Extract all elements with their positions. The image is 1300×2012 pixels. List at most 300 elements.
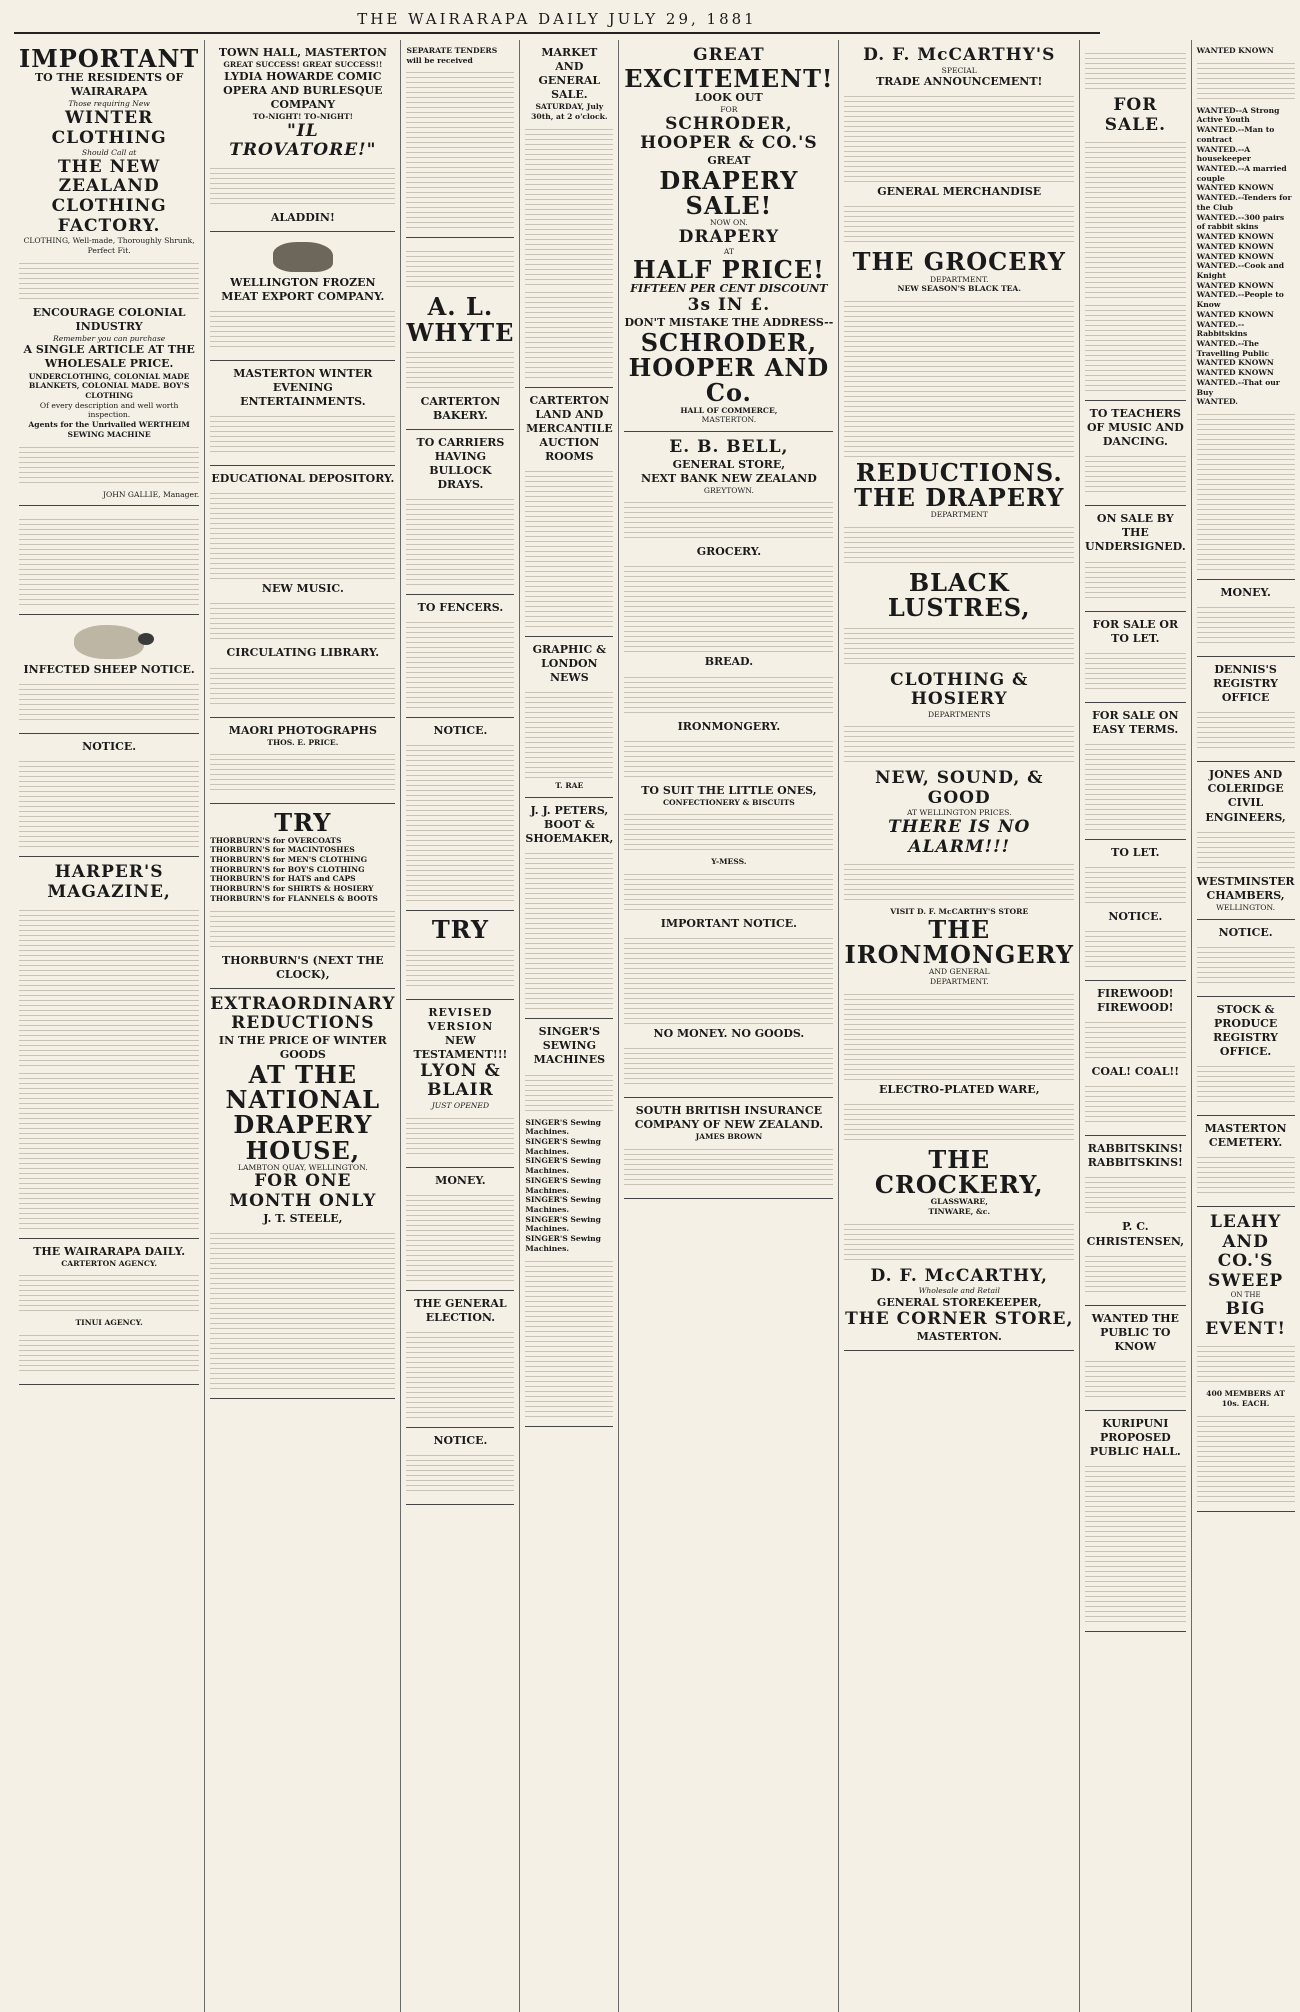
stock-produce-body <box>1197 1062 1295 1106</box>
money-col8-ad <box>1197 580 1295 657</box>
masthead-date: JULY 29, 1881 <box>608 10 757 28</box>
rabbitskins-body <box>1085 1173 1186 1217</box>
merchandise-body <box>844 202 1074 246</box>
clothing-body <box>844 722 1074 766</box>
wanted-item: WANTED.--A housekeeper <box>1196 144 1251 164</box>
notice-heading: NOTICE. <box>82 740 137 754</box>
dont-mistake: DON'T MISTAKE THE ADDRESS-- <box>624 315 834 329</box>
harpers-body <box>19 906 199 1066</box>
wanted-ads <box>1197 40 1295 580</box>
extraordinary-reductions: EXTRAORDINARY REDUCTIONS <box>210 993 396 1034</box>
to-let-ad <box>1085 840 1186 981</box>
civil-engineers: CIVIL ENGINEERS, <box>1205 796 1286 824</box>
kuripuni-hall-ad <box>1085 1411 1186 1632</box>
to-suit-little-ones: TO SUIT THE LITTLE ONES, <box>641 783 817 797</box>
great-success: GREAT SUCCESS! GREAT SUCCESS!! <box>223 60 383 70</box>
steele-body <box>210 1229 395 1389</box>
general-storekeeper: GENERAL STOREKEEPER, <box>876 1295 1042 1309</box>
underclothing: UNDERCLOTHING, COLONIAL MADE BLANKETS, COLONIAL MADE. BOY'S CLOTHING <box>28 371 190 400</box>
drapery-department: DEPARTMENT <box>930 510 988 520</box>
fencers-ad <box>406 595 514 718</box>
ironmongery-heading: IRONMONGERY. <box>677 719 781 733</box>
carterton-agency: CARTERTON AGENCY. <box>61 1258 158 1268</box>
whyte-name: A. L. WHYTE <box>406 292 515 347</box>
for-line: FOR <box>720 104 738 114</box>
christensen-name: P. C. CHRISTENSEN, <box>1086 1220 1185 1248</box>
notice-col8-body <box>1197 943 1295 987</box>
notice2-col3-heading: NOTICE. <box>433 1433 488 1447</box>
notice-col3-heading: NOTICE. <box>433 724 488 738</box>
ironmongery-body <box>624 737 833 781</box>
carterton-bakery: CARTERTON BAKERY. <box>420 394 501 422</box>
leahy-sweep-ad <box>1197 1207 1295 1512</box>
factory-name: THE NEW ZEALAND CLOTHING FACTORY. <box>51 156 167 236</box>
library-body <box>210 664 395 708</box>
try-col3-heading: TRY <box>431 915 490 945</box>
separate-tenders-ad <box>406 40 514 238</box>
general-election-heading: THE GENERAL ELECTION. <box>414 1296 507 1324</box>
carterton-land-body <box>525 467 613 627</box>
no-alarm: THERE IS NO ALARM!!! <box>888 817 1031 857</box>
maori-photographs-ad <box>210 718 395 805</box>
for-sale-top-body <box>1085 49 1186 93</box>
harpers-heading: HARPER'S MAGAZINE, <box>47 862 171 902</box>
clothing-factory-ad <box>19 40 199 506</box>
wanted-item: WANTED KNOWN <box>1196 241 1274 251</box>
general-merchandise: GENERAL MERCHANDISE <box>877 185 1042 199</box>
revised-version: REVISED VERSION <box>427 1005 494 1033</box>
try-col3-ad <box>406 911 514 999</box>
separate-tenders-body <box>406 68 514 228</box>
masthead-title: THE WAIRARAPA DAILY JULY 29, 1881 <box>357 10 757 28</box>
wanted-item: WANTED KNOWN <box>1196 251 1274 261</box>
wanted-body-2 <box>1197 410 1295 570</box>
cemetery-body <box>1197 1153 1295 1197</box>
wanted-item: WANTED.--300 pairs of rabbit skins <box>1196 212 1285 232</box>
maori-heading: MAORI PHOTOGRAPHS <box>228 723 377 737</box>
try-col3-body <box>406 946 514 990</box>
confectionery-body <box>624 810 833 854</box>
winter-goods: IN THE PRICE OF WINTER GOODS <box>218 1033 387 1061</box>
mess-heading: Y-MESS. <box>711 857 747 867</box>
kuripuni-body <box>1085 1462 1186 1622</box>
stock-produce-ad <box>1197 997 1295 1116</box>
money-col8-heading: MONEY. <box>1220 586 1271 599</box>
glassware: GLASSWARE, <box>930 1197 988 1207</box>
those-requiring: Those requiring New <box>68 99 150 109</box>
westminster-chambers: WESTMINSTER CHAMBERS, <box>1196 874 1295 902</box>
prize-list <box>1197 1412 1295 1502</box>
registry-body <box>1197 708 1295 752</box>
wanted-item: WANTED.--People to Know <box>1196 290 1284 310</box>
members-line: 400 MEMBERS AT 10s. EACH. <box>1206 1389 1286 1408</box>
winter-clothing: WINTER CLOTHING <box>51 108 167 148</box>
winter-entertainments-body <box>210 412 395 456</box>
whyte-ad <box>406 238 514 430</box>
lyon-blair-body <box>406 1114 514 1158</box>
jones-coleridge-ad <box>1197 762 1295 919</box>
bootmaker-heading: BOOT & SHOEMAKER, <box>525 818 614 846</box>
wanted-item: WANTED KNOWN <box>1196 232 1274 242</box>
wanted-item: WANTED KNOWN <box>1196 368 1274 378</box>
singer-item: SINGER'S Sewing Machines. <box>525 1117 601 1137</box>
notice-ad <box>19 734 199 857</box>
greytown-line: GREYTOWN. <box>703 485 754 495</box>
wanted-item: WANTED.--The Travelling Public <box>1196 338 1269 358</box>
tinui-agency: TINUI AGENCY. <box>75 1318 143 1328</box>
steele-name: J. T. STEELE, <box>263 1211 343 1225</box>
great-2: GREAT <box>707 153 751 167</box>
separate-tenders-heading: SEPARATE TENDERS will be received <box>406 46 498 65</box>
bullock-drays-ad <box>406 430 514 595</box>
mccarthy-ad <box>844 40 1074 1351</box>
town-hall-heading: TOWN HALL, MASTERTON <box>218 46 387 59</box>
thorburn-item: THORBURN'S for MACINTOSHES <box>210 845 355 855</box>
thorburn-item: THORBURN'S for OVERCOATS <box>210 835 342 845</box>
music-teachers-ad <box>1085 401 1186 506</box>
notice2-col3-ad <box>406 1428 514 1505</box>
graphic-news-ad <box>525 637 613 798</box>
thorburn-item: THORBURN'S for HATS and CAPS <box>210 874 356 884</box>
the-drapery: THE DRAPERY <box>854 483 1065 513</box>
market-saturday: SATURDAY, July 30th, at 2 o'clock. <box>531 102 608 122</box>
on-sale-ad <box>1085 506 1186 611</box>
column-2 <box>205 40 401 2012</box>
notice-col8-heading: NOTICE. <box>1218 925 1273 939</box>
rabbitskins-heading: RABBITSKINS! RABBITSKINS! <box>1087 1142 1183 1170</box>
mccarthy-masterton: MASTERTON. <box>916 1329 1002 1343</box>
ox-icon <box>273 242 333 272</box>
market-sale-ad <box>525 40 613 388</box>
daily-agency-ad <box>19 1239 199 1386</box>
south-british-body <box>624 1145 833 1189</box>
look-out: LOOK OUT <box>695 90 763 104</box>
wanted-item: WANTED.--Cook and Knight <box>1196 261 1285 280</box>
rabbitskins-ad <box>1085 1136 1186 1305</box>
column-7 <box>1080 40 1192 2012</box>
schroder-sale-ad <box>624 40 833 432</box>
public-know-body <box>1085 1357 1186 1401</box>
sheep-icon <box>74 625 144 659</box>
clothing-line: CLOTHING, Well-made, Thoroughly Shrunk, Perfect Fit. <box>23 236 195 255</box>
public-know-heading: WANTED THE PUBLIC TO KNOW <box>1091 1311 1179 1353</box>
peters-bootmaker-ad <box>525 798 613 1019</box>
tonight: TO-NIGHT! TO-NIGHT! <box>252 112 353 122</box>
mess-body <box>624 870 833 914</box>
bell-name: E. B. BELL, <box>669 436 789 457</box>
general-election-body <box>406 1328 514 1418</box>
wellington-line: WELLINGTON. <box>1216 902 1276 912</box>
firewood-ad <box>1085 981 1186 1136</box>
notice-col3-ad <box>406 718 514 911</box>
maori-body <box>210 750 395 794</box>
carterton-agency-body <box>19 1271 199 1315</box>
christensen-body <box>1085 1252 1186 1296</box>
half-price: HALF PRICE! <box>633 255 825 285</box>
visit-store: VISIT D. F. McCARTHY'S STORE <box>890 907 1029 917</box>
market-sale-body <box>525 125 613 285</box>
bullock-drays-body <box>406 495 514 585</box>
tinware: TINWARE, &c. <box>928 1206 991 1216</box>
wanted-item: WANTED--A Strong Active Youth <box>1196 105 1280 125</box>
mccarthy-heading: D. F. McCARTHY'S <box>863 45 1056 65</box>
schroder-hooper-and-co: SCHRODER, HOOPER AND Co. <box>628 327 830 408</box>
easy-terms-heading: FOR SALE ON EASY TERMS. <box>1092 708 1179 736</box>
notice-col7-heading: NOTICE. <box>1108 909 1163 923</box>
new-music-body <box>210 599 395 643</box>
gallie-manager: JOHN GALLIE, Manager. <box>102 489 200 499</box>
registry-heading: DENNIS'S REGISTRY OFFICE <box>1213 663 1279 705</box>
firewood-body <box>1085 1018 1186 1062</box>
important-heading: IMPORTANT <box>19 44 200 73</box>
winter-entertainments-ad <box>210 361 395 466</box>
aladdin: ALADDIN! <box>270 210 335 224</box>
wanted-item: WANTED.--That our Buy <box>1196 377 1280 397</box>
column-6 <box>839 40 1080 2012</box>
mccarthy-signature: D. F. McCARTHY, <box>870 1265 1048 1286</box>
market-sale-body-2 <box>525 288 613 378</box>
wanted-body <box>1197 59 1295 103</box>
thorburn-item: THORBURN'S for BOY'S CLOTHING <box>210 864 365 874</box>
drapery-sale: DRAPERY SALE! <box>659 165 799 220</box>
singers-ad <box>525 1019 613 1426</box>
notice-body-a <box>19 515 199 605</box>
coal-body <box>1085 1082 1186 1126</box>
singer-item: SINGER'S Sewing Machines. <box>525 1214 601 1234</box>
il-trovatore: "IL TROVATORE!" <box>229 120 377 161</box>
harpers-ad <box>19 857 199 1238</box>
jones-coleridge-heading: JONES AND COLERIDGE <box>1207 768 1284 796</box>
to-let-body <box>1085 863 1186 907</box>
revised-version-ad <box>406 1000 514 1168</box>
singers-heading: SINGER'S SEWING MACHINES <box>533 1025 606 1067</box>
notice-col3-body <box>406 741 514 901</box>
south-british-heading: SOUTH BRITISH INSURANCE COMPANY OF NEW ZEALAND. <box>634 1104 824 1132</box>
sale-or-let-body <box>1085 649 1186 693</box>
no-alarm-body <box>844 860 1074 904</box>
trade-announcement: TRADE ANNOUNCEMENT! <box>876 75 1043 89</box>
easy-terms-ad <box>1085 703 1186 840</box>
and-general: AND GENERAL <box>928 967 990 977</box>
clothing-departments: DEPARTMENTS <box>928 709 991 719</box>
town-hall-ad <box>210 40 395 232</box>
frozen-meat-ad <box>210 232 395 361</box>
graphic-news-body <box>525 688 613 778</box>
electro-plated-body <box>844 1100 1074 1144</box>
carterton-land-heading: CARTERTON LAND AND MERCANTILE AUCTION ROOMS <box>526 393 613 464</box>
daily-heading: THE WAIRARAPA DAILY. <box>33 1244 186 1258</box>
masthead <box>14 6 1100 34</box>
bullock-drays-heading: TO CARRIERS HAVING BULLOCK DRAYS. <box>416 435 505 492</box>
encourage-industry: ENCOURAGE COLONIAL INDUSTRY <box>32 305 186 333</box>
column-5 <box>619 40 839 2012</box>
important-notice-body <box>624 934 833 1024</box>
educational-heading: EDUCATIONAL DEPOSITORY. <box>211 472 395 486</box>
firewood-heading: FIREWOOD! FIREWOOD! <box>1097 987 1174 1015</box>
general-store-heading: GENERAL STORE, <box>672 457 786 471</box>
national-drapery: AT THE NATIONAL DRAPERY HOUSE, <box>225 1059 381 1165</box>
educational-body <box>210 489 395 579</box>
new-season-tea: NEW SEASON'S BLACK TEA. <box>897 284 1021 294</box>
kuripuni-heading: KURIPUNI PROPOSED PUBLIC HALL. <box>1089 1416 1181 1458</box>
at-line: AT <box>723 247 734 257</box>
grocery-department: DEPARTMENT. <box>929 274 989 284</box>
electro-plated: ELECTRO-PLATED WARE, <box>878 1082 1040 1096</box>
music-teachers-body <box>1085 452 1186 496</box>
at-wellington-prices: AT WELLINGTON PRICES. <box>906 808 1012 818</box>
national-drapery-ad <box>210 989 395 1399</box>
special-line: SPECIAL <box>941 65 977 75</box>
money-col3-heading: MONEY. <box>435 1173 486 1187</box>
column-4 <box>520 40 619 2012</box>
now-on: NOW ON. <box>709 218 748 228</box>
wanted-item: WANTED KNOWN <box>1196 280 1274 290</box>
ironmongery-department: DEPARTMENT. <box>929 977 989 987</box>
clothing-hosiery: CLOTHING & HOSIERY <box>890 669 1029 710</box>
for-sale-ad <box>1085 40 1186 401</box>
for-sale-heading: FOR SALE. <box>1104 95 1166 135</box>
hall-of-commerce: HALL OF COMMERCE, <box>680 405 778 415</box>
crockery-body <box>844 1220 1074 1264</box>
notice-col8-ad <box>1197 920 1295 997</box>
james-brown-agent: JAMES BROWN <box>695 1132 763 1142</box>
bell-intro <box>624 498 833 542</box>
cemetery-ad <box>1197 1116 1295 1207</box>
column-8 <box>1192 40 1300 2012</box>
price-name: THOS. E. PRICE. <box>267 737 339 747</box>
single-article: A SINGLE ARTICLE AT THE WHOLESALE PRICE. <box>23 343 195 371</box>
singer-item: SINGER'S Sewing Machines. <box>525 1195 601 1215</box>
wanted-item: WANTED KNOWN <box>1196 309 1274 319</box>
the-crockery: THE CROCKERY, <box>874 1144 1044 1200</box>
lustres-body <box>844 624 1074 668</box>
singer-item: SINGER'S Sewing Machines. <box>525 1137 601 1156</box>
three-s-in-pound: 3s IN £. <box>687 295 771 316</box>
the-grocery: THE GROCERY <box>852 247 1066 277</box>
thorburn-item: THORBURN'S for MEN'S CLOTHING <box>210 854 368 864</box>
to-let-heading: TO LET. <box>1111 845 1160 859</box>
thorburn-body <box>210 907 395 951</box>
thorburn-item: THORBURN'S for FLANNELS & BOOTS <box>210 893 378 903</box>
whyte-intro <box>406 247 514 291</box>
bread-body <box>624 673 833 717</box>
south-british-ad <box>624 1098 833 1199</box>
singer-item: SINGER'S Sewing Machines. <box>525 1234 601 1253</box>
should-call: Should Call at <box>81 148 137 158</box>
of-every-description: Of every description and well worth inspection. <box>39 400 179 420</box>
excitement-heading: EXCITEMENT! <box>624 63 834 93</box>
on-the: ON THE <box>1230 1291 1261 1300</box>
next-bank: NEXT BANK NEW ZEALAND <box>641 471 817 485</box>
wanted-item: WANTED.--A married couple <box>1196 164 1287 183</box>
drapery-body <box>844 523 1074 567</box>
singers-intro <box>525 1071 613 1115</box>
money-col3-ad <box>406 1168 514 1291</box>
winter-entertainments-heading: MASTERTON WINTER EVENING ENTERTAINMENTS. <box>233 367 373 409</box>
lydia-howarde: LYDIA HOWARDE COMIC OPERA AND BURLESQUE COMPANY <box>223 69 383 111</box>
fifteen-percent: FIFTEEN PER CENT DISCOUNT <box>630 282 828 296</box>
notice-col7-body <box>1085 927 1186 971</box>
wanted-item: WANTED.--Tenders for the Club <box>1196 193 1292 212</box>
coal-heading: COAL! COAL!! <box>1091 1065 1180 1079</box>
no-money-no-goods: NO MONEY. NO GOODS. <box>653 1027 805 1041</box>
easy-terms-body <box>1085 740 1186 830</box>
lyon-blair: LYON & BLAIR <box>420 1060 501 1101</box>
tinui-agency-body <box>19 1331 199 1375</box>
black-lustres: BLACK LUSTRES, <box>887 568 1031 623</box>
sewing-agents: Agents for the Unrivalled WERTHEIM SEWING MACHINE <box>28 420 190 439</box>
opera-body <box>210 164 395 208</box>
educational-depository-ad <box>210 466 395 717</box>
harpers-contents <box>19 1069 199 1229</box>
drapery-heading: DRAPERY <box>678 226 780 247</box>
wanted-item: WANTED KNOWN <box>1196 183 1274 193</box>
rae-name: T. RAE <box>555 781 584 791</box>
schroder-hooper-co: SCHRODER, HOOPER & CO.'S <box>640 113 818 154</box>
on-sale-body <box>1085 558 1186 602</box>
lambton-quay: LAMBTON QUAY, WELLINGTON. <box>238 1162 368 1172</box>
column-1 <box>14 40 205 2012</box>
no-money-body <box>624 1044 833 1088</box>
jones-body <box>1197 828 1295 872</box>
for-sale-body-2 <box>1085 301 1186 391</box>
for-sale-body <box>1085 138 1186 298</box>
remember-line: Remember you can purchase <box>53 333 166 343</box>
thorburns-ad <box>210 804 395 988</box>
money-col3-body <box>406 1191 514 1281</box>
bread-heading: BREAD. <box>704 655 754 669</box>
thorburns-next-clock: THORBURN'S (NEXT THE CLOCK), <box>222 953 384 981</box>
whyte-body <box>406 348 514 392</box>
singer-item: SINGER'S Sewing Machines. <box>525 1175 601 1195</box>
reductions-heading: REDUCTIONS. <box>855 458 1063 488</box>
infected-sheep-notice <box>19 615 199 734</box>
registry-ad <box>1197 657 1295 762</box>
singer-item: SINGER'S Sewing Machines. <box>525 1156 601 1176</box>
public-know-ad <box>1085 1306 1186 1411</box>
wanted-item: WANTED.--Rabbitskins <box>1196 319 1248 339</box>
wanted-item: WANTED KNOWN <box>1196 358 1274 368</box>
trade-announcement-body <box>844 92 1074 182</box>
wanted-item: WANTED KNOWN <box>1196 46 1274 55</box>
great-heading: GREAT <box>693 45 765 65</box>
bell-general-store-ad <box>624 432 833 1098</box>
notice-body-b <box>19 757 199 847</box>
wanted-item: WANTED. <box>1196 397 1238 407</box>
just-opened: JUST OPENED <box>431 1101 490 1111</box>
music-teachers-heading: TO TEACHERS OF MUSIC AND DANCING. <box>1086 407 1184 449</box>
big-event: BIG EVENT! <box>1205 1299 1286 1339</box>
stock-produce-heading: STOCK & PRODUCE REGISTRY OFFICE. <box>1213 1002 1279 1058</box>
grocery-price-list <box>844 297 1074 457</box>
important-notice: IMPORTANT NOTICE. <box>660 917 797 931</box>
sale-or-let-heading: FOR SALE OR TO LET. <box>1092 617 1179 645</box>
residents-line: TO THE RESIDENTS OF WAIRARAPA <box>34 71 184 99</box>
ironmongery-list <box>844 990 1074 1080</box>
one-month-only: FOR ONE MONTH ONLY <box>229 1171 377 1211</box>
circulating-library: CIRCULATING LIBRARY. <box>226 646 380 660</box>
peters-name: J. J. PETERS, <box>530 804 609 818</box>
singers-body <box>525 1257 613 1417</box>
new-testament: NEW TESTAMENT!!! <box>413 1033 508 1061</box>
sale-or-let-ad <box>1085 612 1186 703</box>
cemetery-heading: MASTERTON CEMETERY. <box>1204 1121 1287 1149</box>
factory-body-text <box>19 259 199 303</box>
graphic-news-heading: GRAPHIC & LONDON NEWS <box>532 643 607 685</box>
agents-body-text <box>19 443 199 487</box>
wholesale-retail: Wholesale and Retail <box>918 1286 1000 1296</box>
leahy-body <box>1197 1342 1295 1386</box>
